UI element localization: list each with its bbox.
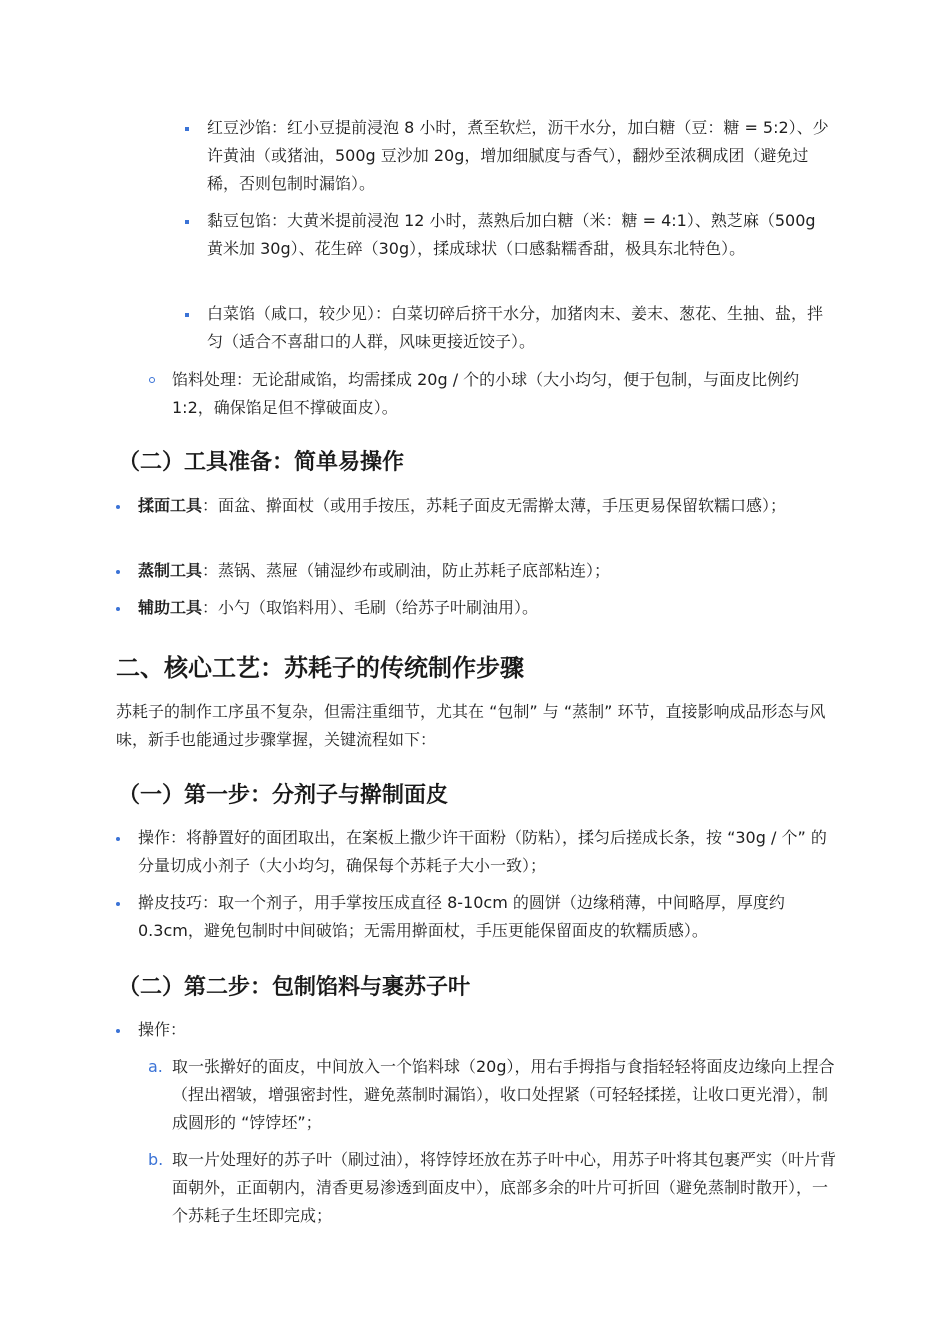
step2-heading: （二）第二步：包制馅料与裹苏子叶: [118, 975, 471, 1000]
section-intro: 苏耗子的制作工序虽不复杂，但需注重细节，尤其在 “包制” 与 “蒸制” 环节，直接影响成品形态与风味，新手也能通过步骤掌握，关键流程如下：: [116, 702, 826, 749]
step1-heading: （一）第一步：分剂子与擀制面皮: [118, 783, 449, 808]
list-marker: b.: [148, 1150, 164, 1169]
dot-bullet-icon: [116, 837, 120, 841]
tool-label: 辅助工具: [138, 598, 203, 617]
tool-label: 揉面工具: [138, 496, 203, 515]
tool-text: ：小勺（取馅料用）、毛刷（给苏子叶刷油用）。: [202, 598, 539, 617]
tool-item-steaming: [138, 557, 818, 585]
hollow-circle-bullet-icon: [149, 377, 155, 383]
dot-bullet-icon: [116, 902, 120, 906]
step2-operation-label: 操作：: [138, 1020, 187, 1039]
tool-label: 蒸制工具: [138, 561, 203, 580]
filling-sticky-bean: 黏豆包馅：大黄米提前浸泡 12 小时，蒸熟后加白糖（米：糖 = 4:1）、熟芝麻（500g 黄米加 30g）、花生碎（30g），揉成球状（口感黏糯香甜，极具东北特色）。: [207, 211, 816, 258]
dot-bullet-icon: [116, 505, 120, 509]
tools-heading: （二）工具准备：简单易操作: [118, 450, 405, 475]
list-marker: a.: [148, 1057, 163, 1076]
square-bullet-icon: [185, 220, 189, 224]
tool-item-auxiliary: [138, 594, 818, 622]
square-bullet-icon: [185, 127, 189, 131]
step2-substep-b: 取一片处理好的苏子叶（刷过油），将饽饽坯放在苏子叶中心，用苏子叶将其包裹严实（叶片背面朝外，正面朝内，清香更易渗透到面皮中），底部多余的叶片可折回（避免蒸制时散开），一个苏耗子生坯即完成；: [172, 1150, 837, 1225]
dot-bullet-icon: [116, 1029, 120, 1033]
filling-processing: 馅料处理：无论甜咸馅，均需揉成 20g / 个的小球（大小均匀，便于包制，与面皮比例约 1:2，确保馅足但不撑破面皮）。: [172, 370, 800, 417]
filling-cabbage: 白菜馅（咸口，较少见）：白菜切碎后挤干水分，加猪肉末、姜末、葱花、生抽、盐，拌匀（适合不喜甜口的人群，风味更接近饺子）。: [207, 304, 824, 351]
dot-bullet-icon: [116, 570, 120, 574]
tool-text: ：蒸锅、蒸屉（铺湿纱布或刷油，防止苏耗子底部粘连）；: [202, 561, 611, 580]
step1-operation: 操作：将静置好的面团取出，在案板上撒少许干面粉（防粘），揉匀后搓成长条，按 “30g / 个” 的分量切成小剂子（大小均匀，确保每个苏耗子大小一致）；: [138, 828, 827, 875]
tool-text: ：面盆、擀面杖（或用手按压，苏耗子面皮无需擀太薄，手压更易保留软糯口感）；: [202, 496, 787, 515]
section-heading: 二、核心工艺：苏耗子的传统制作步骤: [116, 654, 524, 682]
filling-red-bean: 红豆沙馅：红小豆提前浸泡 8 小时，煮至软烂，沥干水分，加白糖（豆：糖 = 5:2）、少许黄油（或猪油，500g 豆沙加 20g，增加细腻度与香气），翻炒至浓稠成团（避免过稀，否则包制时漏馅）。: [207, 118, 829, 193]
dot-bullet-icon: [116, 607, 120, 611]
step1-tip: 擀皮技巧：取一个剂子，用手掌按压成直径 8-10cm 的圆饼（边缘稍薄，中间略厚，厚度约 0.3cm，避免包制时中间破馅；无需用擀面杖，手压更能保留面皮的软糯质感）。: [138, 893, 785, 940]
square-bullet-icon: [185, 313, 189, 317]
step2-substep-a: 取一张擀好的面皮，中间放入一个馅料球（20g），用右手拇指与食指轻轻将面皮边缘向上捏合（捏出褶皱，增强密封性，避免蒸制时漏馅），收口处捏紧（可轻轻揉搓，让收口更光滑），制成圆形的 “饽饽坯”；: [172, 1057, 835, 1132]
tool-item-kneading: [138, 492, 818, 520]
